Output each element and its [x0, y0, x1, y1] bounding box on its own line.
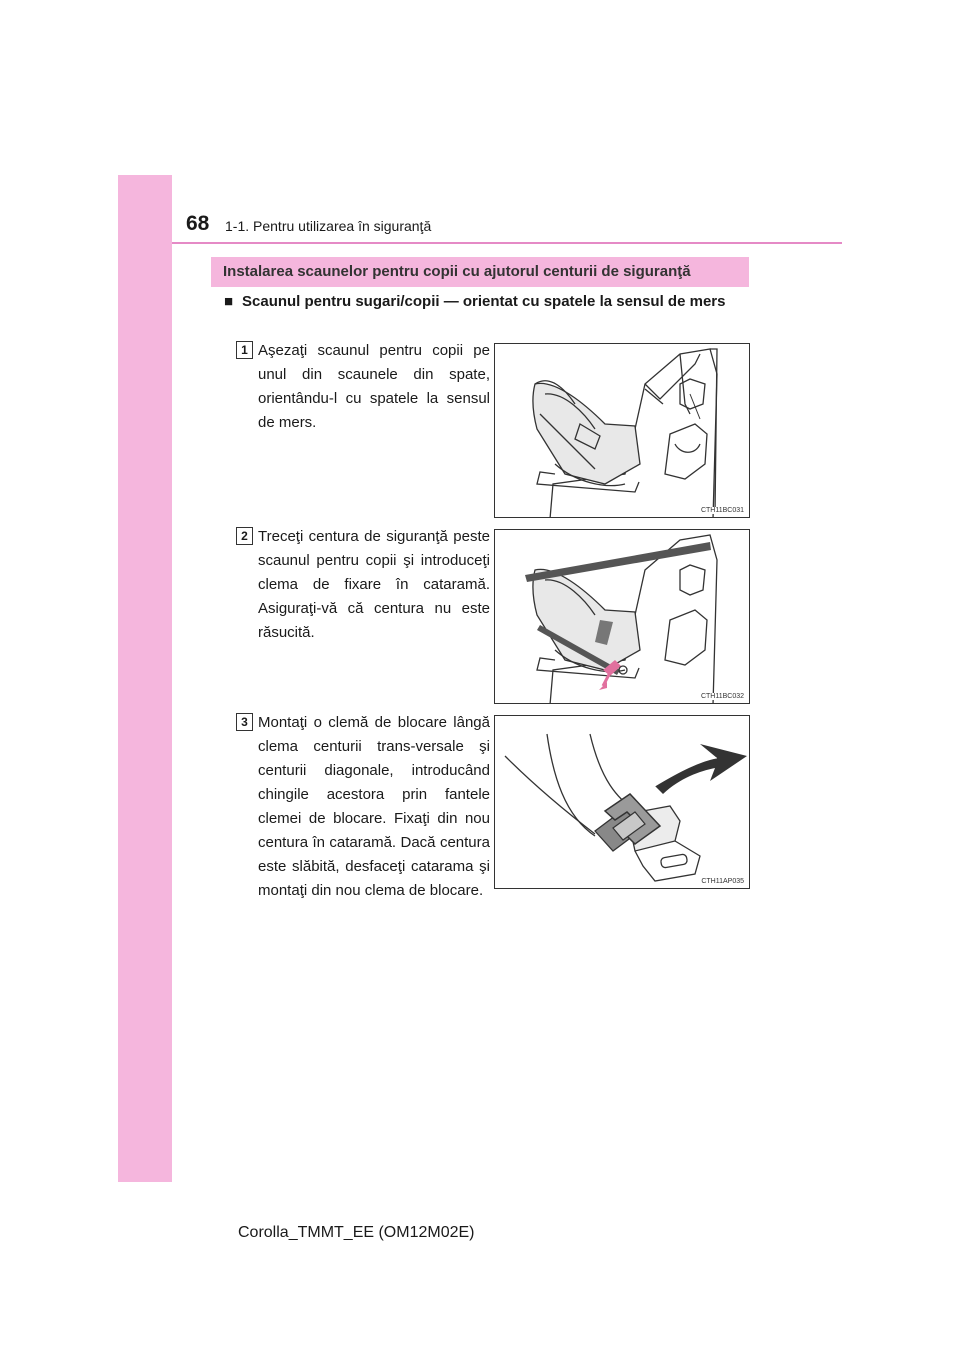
bullet-heading	[224, 290, 746, 313]
seatbelt-over-child-seat-illustration	[495, 530, 749, 703]
subsection-title: Instalarea scaunelor pentru copii cu ajutorul centurii de siguranţă	[223, 263, 691, 280]
figure-code: CTH11BC031	[700, 507, 744, 514]
page-number: 68	[186, 212, 210, 235]
section-title: 1-1. Pentru utilizarea în siguranţă	[225, 218, 432, 234]
step-number-2: 2	[236, 527, 253, 545]
figure-locking-clip	[494, 715, 750, 889]
step-text-2: Treceţi centura de siguranţă peste scaunul pentru copii şi introduceţi clema de fixare în cataramă. Asiguraţi-vă că centura nu este răsucită.	[258, 528, 490, 641]
subsection-title-bar	[211, 257, 749, 287]
figure-belt-routing	[494, 529, 750, 704]
side-color-band	[118, 175, 172, 1182]
figure-child-seat-placement	[494, 343, 750, 518]
figure-code: CTH11BC032	[700, 693, 744, 700]
step-number-1: 1	[236, 341, 253, 359]
figure-code: CTH11AP035	[701, 878, 744, 885]
header-divider	[172, 242, 842, 244]
locking-clip-illustration	[495, 716, 749, 888]
step-number-3: 3	[236, 713, 253, 731]
document-footer: Corolla_TMMT_EE (OM12M02E)	[238, 1224, 475, 1241]
step-text-1: Aşezaţi scaunul pentru copii pe unul din scaunele din spate, orientându-l cu spatele la sensul de mers.	[258, 342, 490, 431]
square-bullet-icon: ■	[224, 293, 234, 310]
step-text-3: Montaţi o clemă de blocare lângă clema centurii trans-versale şi centurii diagonale, introducând chingile acestora prin fantele clemei de blocare. Fixaţi din nou centura în cataramă. Dacă centura este slăbită, desfaceţi catarama şi montaţi din nou clema de blocare.	[258, 714, 490, 899]
child-seat-rear-facing-illustration	[495, 344, 749, 517]
bullet-heading-text: Scaunul pentru sugari/copii — orientat cu spatele la sensul de mers	[242, 293, 726, 310]
